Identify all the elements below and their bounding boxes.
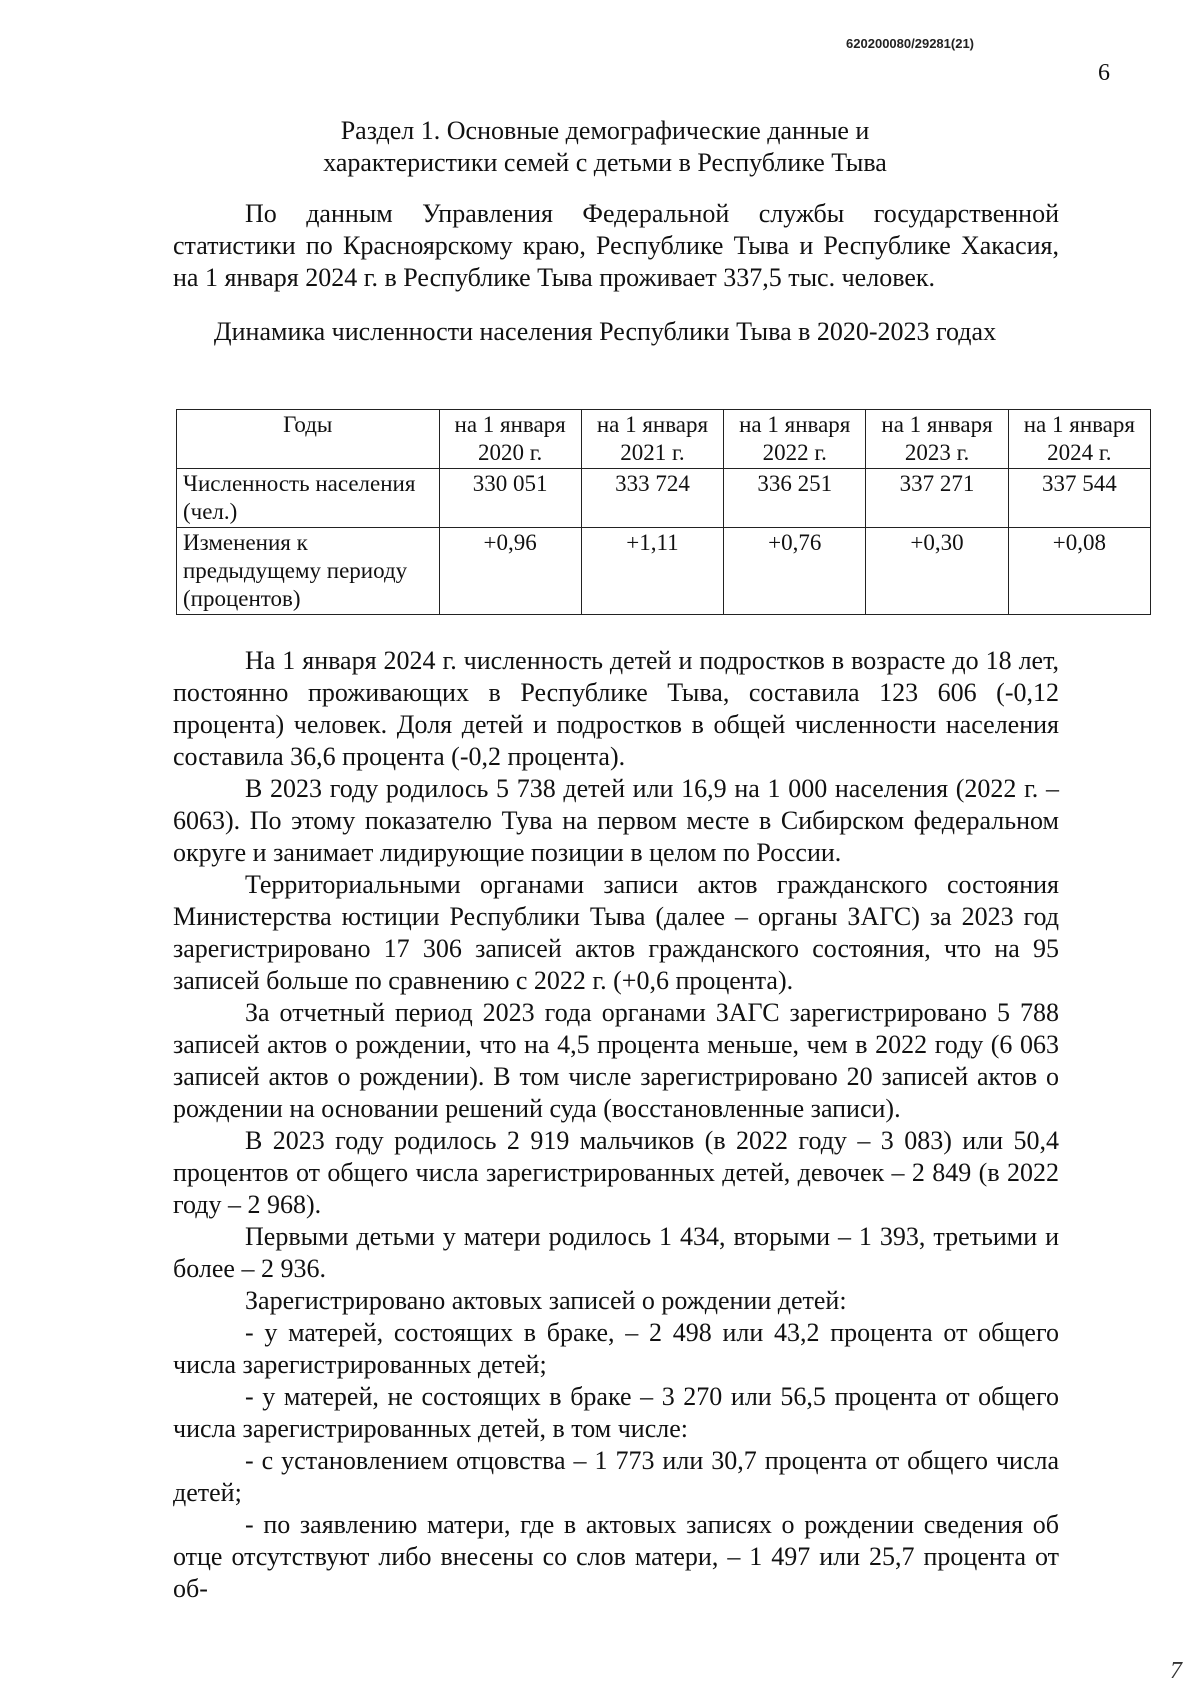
table-header-2020: на 1 января 2020 г. [439,410,581,469]
table-cell: 337 544 [1008,469,1150,528]
list-item: - у матерей, не состоящих в браке – 3 270 или 56,5 процента от общего числа зарегистрированных детей, в том числе: [173,1382,1059,1443]
table-cell: +0,76 [724,528,866,615]
table-cell: 333 724 [581,469,723,528]
section-title [170,115,1040,179]
table-header-label: Годы [177,410,440,469]
table-header-row [177,410,1151,469]
list-item: - по заявлению матери, где в актовых записях о рождении сведения об отце отсутствуют либо внесены со слов матери, – 1 497 или 25,7 процента от об- [173,1510,1059,1603]
paragraph-zags-records: Территориальными органами записи актов гражданского состояния Министерства юстиции Республики Тыва (далее – органы ЗАГС) за 2023 год зарегистрировано 17 306 записей актов гражданского состояния, что на 95 записей больше по сравнению с 2022 г. (+0,6 процента). [173,870,1059,995]
table-row [177,469,1151,528]
paragraph-records-intro: Зарегистрировано актовых записей о рождении детей: [245,1286,847,1315]
table-header-2023: на 1 января 2023 г. [866,410,1008,469]
table-cell: +0,96 [439,528,581,615]
list-item: - у матерей, состоящих в браке, – 2 498 или 43,2 процента от общего числа зарегистрированных детей; [173,1318,1059,1379]
intro-paragraph: По данным Управления Федеральной службы государственной статистики по Красноярскому краю, Республике Тыва и Республике Хакасия, на 1 января 2024 г. в Республике Тыва проживает 337,5 тыс. человек. [173,199,1059,292]
paragraph-boys-girls: В 2023 году родилось 2 919 мальчиков (в 2022 году – 3 083) или 50,4 процентов от общего числа зарегистрированных детей, девочек – 2 849 (в 2022 году – 2 968). [173,1126,1059,1219]
table-caption: Динамика численности населения Республики Тыва в 2020-2023 годах [213,317,997,346]
table-cell: 336 251 [724,469,866,528]
paragraph-birth-records: За отчетный период 2023 года органами ЗАГС зарегистрировано 5 788 записей актов о рождении, что на 4,5 процента меньше, чем в 2022 году (6 063 записей актов о рождении). В том числе зарегистрировано 20 записей актов о рождении на основании решений суда (восстановленные записи). [173,998,1059,1123]
table-row [177,528,1151,615]
document-id: 620200080/29281(21) [846,36,974,51]
list-item: - с установлением отцовства – 1 773 или 30,7 процента от общего числа детей; [173,1446,1059,1507]
paragraph-children-count: На 1 января 2024 г. численность детей и подростков в возрасте до 18 лет, постоянно проживающих в Республике Тыва, составила 123 606 (-0,12 процента) человек. Доля детей и подростков в общей численности населения составила 36,6 процента (-0,2 процента). [173,646,1059,771]
table-header-2021: на 1 января 2021 г. [581,410,723,469]
table-cell: 337 271 [866,469,1008,528]
section-title-line2: характеристики семей с детьми в Республике Тыва [323,148,887,177]
paragraph-birth-order: Первыми детьми у матери родилось 1 434, вторыми – 1 393, третьими и более – 2 936. [173,1222,1059,1283]
paragraph-births: В 2023 году родилось 5 738 детей или 16,9 на 1 000 населения (2022 г. – 6063). По этому показателю Тува на первом месте в Сибирском федеральном округе и занимает лидирующие позиции в целом по России. [173,774,1059,867]
table-cell: 330 051 [439,469,581,528]
section-title-line1: Раздел 1. Основные демографические данные и [340,116,870,145]
page-number: 6 [1098,60,1110,86]
row-label-change: Изменения к предыдущему периоду (процентов) [177,528,440,615]
table-header-2024: на 1 января 2024 г. [1008,410,1150,469]
table-cell: +1,11 [581,528,723,615]
table-header-2022: на 1 января 2022 г. [724,410,866,469]
row-label-population: Численность населения (чел.) [177,469,440,528]
table-cell: +0,30 [866,528,1008,615]
table-cell: +0,08 [1008,528,1150,615]
population-table [176,409,1151,615]
footer-mark: 7 [1170,1658,1182,1684]
